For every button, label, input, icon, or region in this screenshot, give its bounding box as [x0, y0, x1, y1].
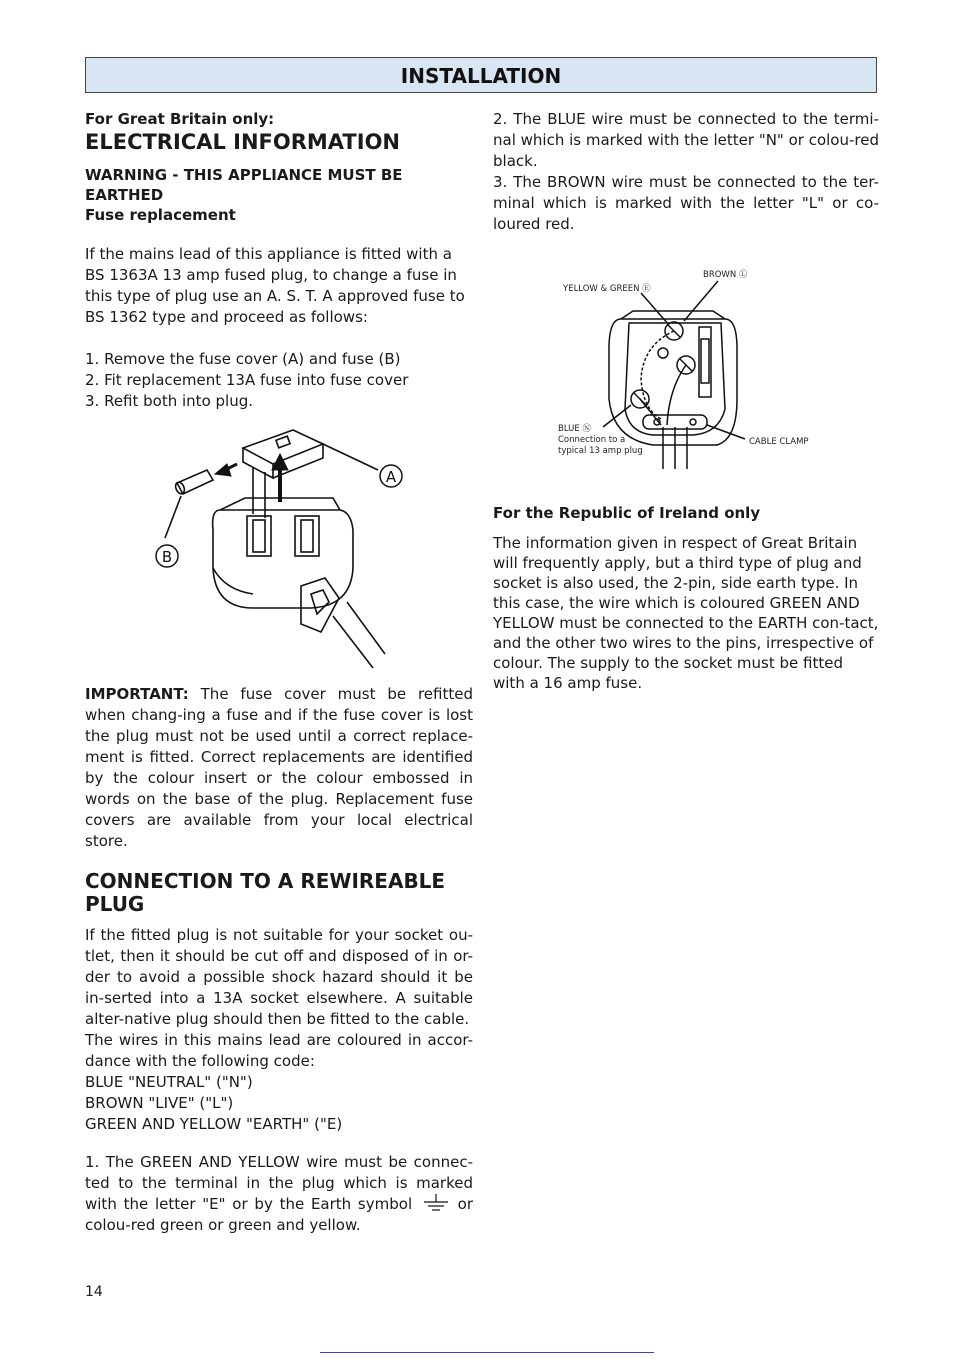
fuse-intro-paragraph: If the mains lead of this appliance is fitted with a BS 1363A 13 amp fused plug, to change a fuse in this type of plug use an A. S. T. A approved fuse to BS 1362 type and proceed as follows:	[85, 245, 465, 326]
diagram-caption-1: Connection to a	[558, 435, 626, 445]
rule-blue: 2. The BLUE wire must be connected to the termi-nal which is marked with the letter "N" or colou-red black.	[493, 110, 879, 170]
electrical-info-title: ELECTRICAL INFORMATION	[85, 130, 400, 154]
rule-green-yellow-tail: or colou-red green or green and yellow.	[85, 1195, 473, 1234]
ireland-title: For the Republic of Ireland only	[493, 504, 761, 522]
wire-code-brown: BROWN "LIVE" ("L")	[85, 1094, 234, 1112]
section-header: INSTALLATION	[85, 57, 877, 93]
important-label: IMPORTANT:	[85, 685, 189, 703]
wire-code-intro: The wires in this mains lead are coloured in accor-dance with the following code:	[85, 1031, 473, 1070]
wire-code-blue: BLUE "NEUTRAL" ("N")	[85, 1073, 253, 1091]
brown-wire-label: BROWN Ⓛ	[703, 270, 748, 280]
important-paragraph	[85, 684, 473, 852]
cable-clamp-label: CABLE CLAMP	[749, 437, 809, 447]
left-column	[85, 109, 473, 1236]
ireland-paragraph: The information given in respect of Great Britain will frequently apply, but a third type of plug and socket is also used, the 2-pin, side earth type. In this case, the wire which is coloured GREEN AND YELLOW must be connected to the EARTH con-tact, and the other two wires to the pins, irrespective of colour. The supply to the socket must be fitted with a 16 amp fuse.	[493, 534, 879, 692]
fuse-replacement-heading: Fuse replacement	[85, 206, 236, 224]
rewire-paragraph: If the fitted plug is not suitable for your socket ou-tlet, then it should be cut off and disposed of in or-der to avoid a possible shock hazard should it be in-serted into a 13A socket elsewhere. A suitable alter-native plug should then be fitted to the cable.	[85, 926, 473, 1028]
footer-link-line	[320, 1352, 654, 1353]
label-a-marker	[380, 465, 402, 487]
fuse-step: 1. Remove the fuse cover (A) and fuse (B)	[85, 350, 401, 368]
region-label: For Great Britain only:	[85, 110, 275, 128]
fuse-plug-illustration	[85, 418, 473, 668]
wire-code-earth: GREEN AND YELLOW "EARTH" ("E)	[85, 1115, 343, 1133]
plug-wiring-diagram	[493, 249, 879, 489]
fuse-step: 3. Refit both into plug.	[85, 392, 253, 410]
label-b-marker	[156, 545, 178, 567]
rule-brown: 3. The BROWN wire must be connected to the ter-minal which is marked with the letter "L" or co-loured red.	[493, 173, 879, 233]
important-text: The fuse cover must be refitted when chang-ing a fuse and if the fuse cover is lost the plug must not be used until a correct replace-ment is fitted. Correct replacements are identified by the colour insert or the colour embossed in words on the base of the plug. Replacement fuse covers are available from your local electrical store.	[85, 685, 473, 850]
right-column	[493, 109, 879, 693]
fuse-step: 2. Fit replacement 13A fuse into fuse cover	[85, 371, 409, 389]
earth-symbol-icon	[421, 1194, 451, 1212]
rule-green-yellow-text: 1. The GREEN AND YELLOW wire must be connec-ted to the terminal in the plug which is marked with the letter "E" or by the Earth symbol	[85, 1153, 473, 1213]
svg-text:B: B	[161, 548, 173, 566]
rule-green-yellow	[85, 1152, 473, 1236]
warning-text: WARNING - THIS APPLIANCE MUST BE EARTHED	[85, 166, 403, 204]
blue-wire-label: BLUE Ⓝ	[558, 424, 591, 434]
svg-text:A: A	[385, 468, 397, 486]
page-number: 14	[85, 1284, 103, 1300]
yellow-green-wire-label: YELLOW & GREEN Ⓔ	[563, 284, 651, 294]
diagram-caption-2: typical 13 amp plug	[558, 446, 643, 456]
rewireable-plug-title: CONNECTION TO A REWIREABLE PLUG	[85, 869, 446, 916]
